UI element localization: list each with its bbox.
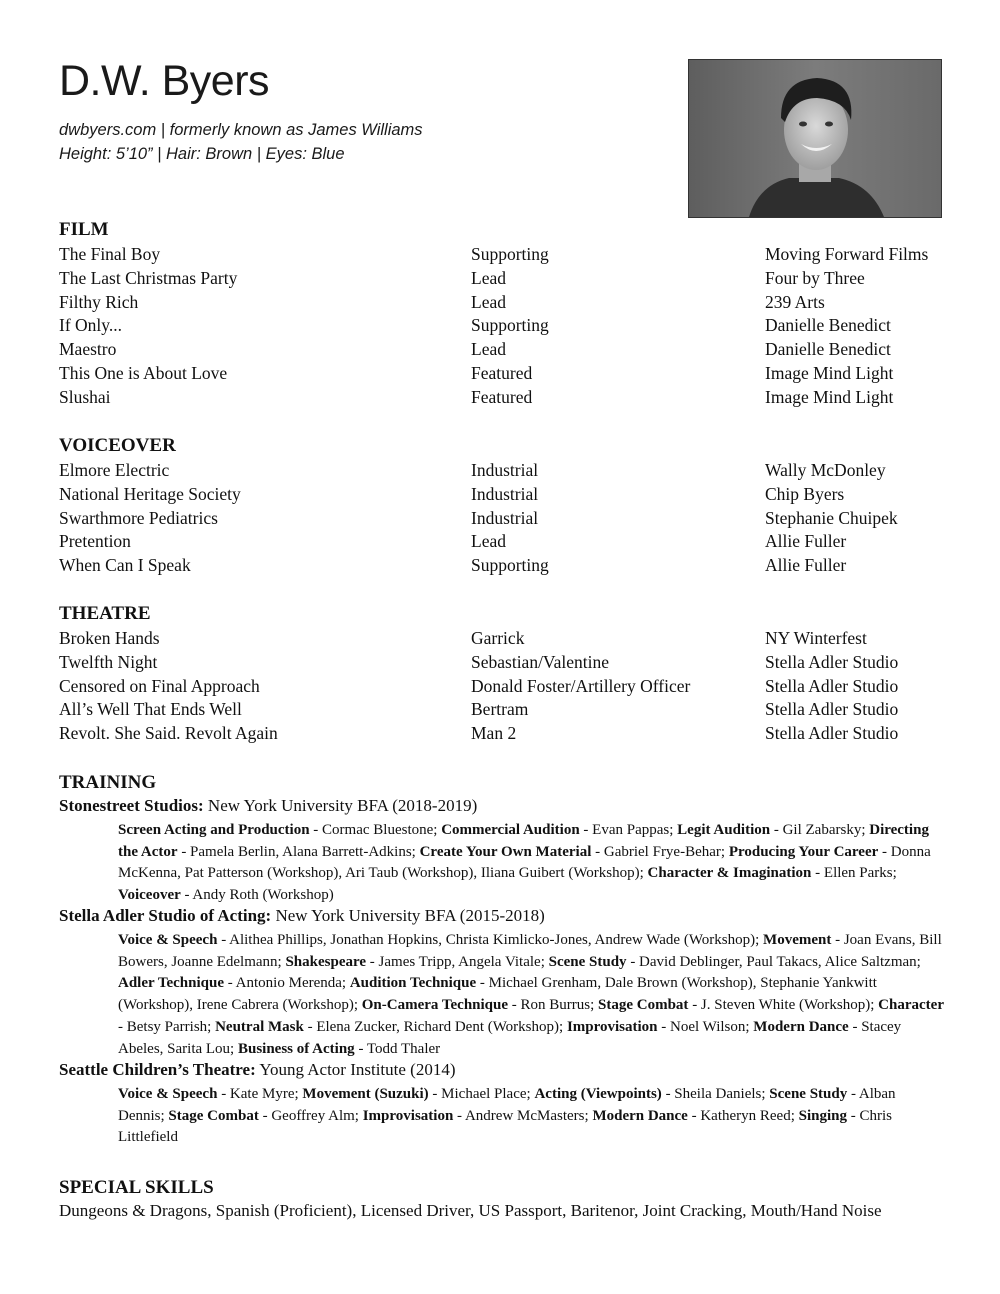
class-teachers: - Andy Roth (Workshop): [180, 887, 334, 904]
credit-company: Stella Adler Studio: [765, 699, 899, 720]
training-detail: [118, 930, 944, 1060]
class-name: Stage Combat: [168, 1107, 259, 1124]
class-teachers: - Betsy Parrish;: [118, 1018, 216, 1035]
class-teachers: - Alban Dennis;: [118, 1086, 896, 1124]
class-teachers: - Sheila Daniels;: [661, 1086, 770, 1102]
credit-role: Industrial: [471, 460, 539, 480]
credit-title: The Final Boy: [59, 244, 161, 264]
credit-role: Lead: [471, 291, 506, 312]
class-teachers: - Cormac Bluestone;: [309, 822, 442, 838]
credit-title: This One is About Love: [59, 362, 228, 383]
school-program: Young Actor Institute (2014): [255, 1060, 456, 1079]
class-teachers: - Katheryn Reed;: [687, 1107, 799, 1124]
credit-company: Stella Adler Studio: [765, 651, 899, 672]
film-heading: FILM: [59, 219, 109, 240]
credit-company: 239 Arts: [765, 291, 825, 312]
credit-company: Image Mind Light: [765, 362, 894, 383]
training-school: [59, 796, 477, 816]
credit-role: Industrial: [471, 507, 539, 528]
class-name: Neutral Mask: [215, 1018, 304, 1035]
film-credits: [59, 243, 959, 410]
voiceover-credits: [59, 459, 959, 578]
class-teachers: - David Deblinger, Paul Takacs, Alice Saltzman;: [626, 953, 921, 970]
class-name: Character: [878, 997, 944, 1014]
training-heading: TRAINING: [59, 772, 157, 793]
training-detail: [118, 1084, 944, 1149]
class-name: Acting (Viewpoints): [534, 1086, 662, 1102]
credit-company: Stella Adler Studio: [765, 723, 899, 744]
credit-title: Filthy Rich: [59, 291, 139, 312]
credit-role: Donald Foster/Artillery Officer: [471, 675, 691, 696]
credit-title: Censored on Final Approach: [59, 675, 260, 696]
class-teachers: - Kate Myre;: [217, 1086, 303, 1102]
credit-title: All’s Well That Ends Well: [59, 699, 242, 720]
credit-company: Stephanie Chuipek: [765, 507, 898, 528]
credit-title: National Heritage Society: [59, 483, 241, 504]
class-name: Create Your Own Material: [419, 843, 592, 860]
credit-title: If Only...: [59, 315, 123, 336]
training-school: [59, 1060, 456, 1080]
class-teachers: - Gil Zabarsky;: [770, 822, 870, 838]
school-program: New York University BFA (2018-2019): [203, 796, 478, 815]
credit-role: Lead: [471, 339, 506, 360]
class-name: Improvisation: [566, 1018, 658, 1035]
class-name: Directing the Actor: [118, 822, 929, 860]
credit-row: [59, 651, 959, 675]
credit-company: Four by Three: [765, 267, 865, 288]
school-name: Stonestreet Studios:: [59, 796, 204, 815]
credit-row: [59, 386, 959, 410]
credit-company: Image Mind Light: [765, 386, 894, 407]
credit-company: Allie Fuller: [765, 555, 847, 576]
website-line: dwbyers.com | formerly known as James Williams: [59, 121, 423, 139]
credit-row: [59, 530, 959, 554]
credit-role: Supporting: [471, 315, 549, 336]
class-teachers: - Gabriel Frye-Behar;: [591, 843, 729, 860]
class-name: Business of Acting: [237, 1040, 355, 1057]
class-name: Voice & Speech: [118, 1086, 218, 1102]
class-teachers: - Chris Littlefield: [118, 1107, 893, 1146]
class-teachers: - Ellen Parks;: [811, 865, 897, 882]
class-teachers: - Noel Wilson;: [657, 1018, 754, 1035]
credit-company: Danielle Benedict: [765, 315, 891, 336]
credit-company: Wally McDonley: [765, 460, 886, 480]
credit-title: Maestro: [59, 339, 117, 360]
class-teachers: - Michael Place;: [428, 1086, 535, 1102]
credit-role: Bertram: [471, 699, 529, 720]
credit-title: When Can I Speak: [59, 555, 191, 576]
credit-title: Twelfth Night: [59, 651, 158, 672]
class-name: Character & Imagination: [647, 865, 812, 882]
credit-title: Elmore Electric: [59, 460, 170, 480]
class-name: Modern Dance: [753, 1018, 849, 1035]
credit-role: Supporting: [471, 555, 549, 576]
class-name: Adler Technique: [118, 975, 225, 992]
theatre-credits: [59, 627, 959, 746]
credit-row: [59, 722, 959, 746]
training-school: [59, 906, 545, 926]
credit-row: [59, 627, 959, 651]
credit-row: [59, 362, 959, 386]
credit-company: Danielle Benedict: [765, 339, 891, 360]
class-teachers: - J. Steven White (Workshop);: [688, 997, 879, 1014]
actor-name: D.W. Byers: [59, 57, 270, 105]
class-name: Scene Study: [769, 1086, 848, 1102]
class-name: Stage Combat: [598, 997, 689, 1014]
class-name: Improvisation: [362, 1107, 454, 1124]
credit-role: Supporting: [471, 244, 549, 264]
credit-row: [59, 675, 959, 699]
class-teachers: - Michael Grenham, Dale Brown (Workshop), Stephanie Yankwitt (Workshop), Irene Cabrera (Workshop);: [118, 975, 877, 1014]
class-teachers: - James Tripp, Angela Vitale;: [366, 953, 549, 970]
theatre-heading: THEATRE: [59, 603, 151, 624]
credit-role: Lead: [471, 531, 506, 552]
credit-row: [59, 338, 959, 362]
class-name: Scene Study: [548, 953, 627, 970]
credit-title: Revolt. She Said. Revolt Again: [59, 723, 278, 744]
class-name: Screen Acting and Production: [118, 822, 310, 838]
special-skills-text: Dungeons & Dragons, Spanish (Proficient), Licensed Driver, US Passport, Baritenor, Joint Cracking, Mouth/Hand Noise: [59, 1201, 882, 1220]
school-program: New York University BFA (2015-2018): [271, 906, 545, 925]
credit-title: Slushai: [59, 386, 111, 407]
credit-company: Moving Forward Films: [765, 244, 929, 264]
credit-row: [59, 314, 959, 338]
class-teachers: - Antonio Merenda;: [224, 975, 350, 992]
school-name: Stella Adler Studio of Acting:: [59, 906, 272, 925]
class-teachers: - Evan Pappas;: [579, 822, 678, 838]
class-name: Movement: [763, 932, 832, 948]
credit-company: Chip Byers: [765, 483, 845, 504]
class-name: On-Camera Technique: [361, 997, 509, 1014]
credit-title: The Last Christmas Party: [59, 267, 238, 288]
class-name: Voice & Speech: [118, 932, 218, 948]
class-teachers: - Donna McKenna, Pat Patterson (Workshop), Ari Taub (Workshop), Iliana Guibert (Workshop);: [118, 843, 931, 882]
credit-row: [59, 459, 959, 483]
credit-role: Lead: [471, 267, 506, 288]
class-name: Shakespeare: [285, 953, 367, 970]
class-name: Voiceover: [118, 887, 181, 904]
training-detail: [118, 820, 944, 907]
class-name: Movement (Suzuki): [302, 1086, 429, 1102]
class-teachers: - Alithea Phillips, Jonathan Hopkins, Christa Kimlicko-Jones, Andrew Wade (Workshop);: [217, 932, 764, 948]
class-teachers: - Todd Thaler: [354, 1040, 441, 1057]
class-teachers: - Elena Zucker, Richard Dent (Workshop);: [303, 1018, 567, 1035]
headshot-image: [689, 60, 941, 217]
class-teachers: - Joan Evans, Bill Bowers, Joanne Edelmann;: [118, 932, 942, 970]
class-teachers: - Pamela Berlin, Alana Barrett-Adkins;: [177, 843, 420, 860]
credit-company: NY Winterfest: [765, 628, 867, 648]
class-name: Commercial Audition: [441, 822, 580, 838]
class-name: Modern Dance: [592, 1107, 688, 1124]
credit-role: Industrial: [471, 483, 539, 504]
class-name: Singing: [798, 1107, 848, 1124]
physical-stats: Height: 5’10” | Hair: Brown | Eyes: Blue: [59, 145, 345, 163]
credit-role: Garrick: [471, 628, 525, 648]
voiceover-heading: VOICEOVER: [59, 435, 176, 456]
credit-row: [59, 291, 959, 315]
class-name: Legit Audition: [677, 822, 771, 838]
credit-row: [59, 243, 959, 267]
school-name: Seattle Children’s Theatre:: [59, 1060, 256, 1079]
credit-row: [59, 483, 959, 507]
credit-role: Sebastian/Valentine: [471, 651, 610, 672]
credit-title: Broken Hands: [59, 628, 160, 648]
credit-company: Stella Adler Studio: [765, 675, 899, 696]
class-name: Producing Your Career: [728, 843, 879, 860]
class-teachers: - Ron Burrus;: [508, 997, 599, 1014]
credit-company: Allie Fuller: [765, 531, 847, 552]
class-teachers: - Stacey Abeles, Sarita Lou;: [118, 1018, 902, 1057]
class-teachers: - Geoffrey Alm;: [258, 1107, 363, 1124]
class-teachers: - Andrew McMasters;: [453, 1107, 593, 1124]
credit-title: Swarthmore Pediatrics: [59, 507, 218, 528]
credit-row: [59, 554, 959, 578]
credit-row: [59, 507, 959, 531]
special-skills-heading: SPECIAL SKILLS: [59, 1177, 214, 1198]
credit-row: [59, 698, 959, 722]
headshot-photo: [688, 59, 942, 218]
credit-row: [59, 267, 959, 291]
credit-role: Man 2: [471, 723, 517, 744]
credit-title: Pretention: [59, 531, 131, 552]
class-name: Audition Technique: [349, 975, 477, 992]
credit-role: Featured: [471, 386, 533, 407]
credit-role: Featured: [471, 362, 533, 383]
